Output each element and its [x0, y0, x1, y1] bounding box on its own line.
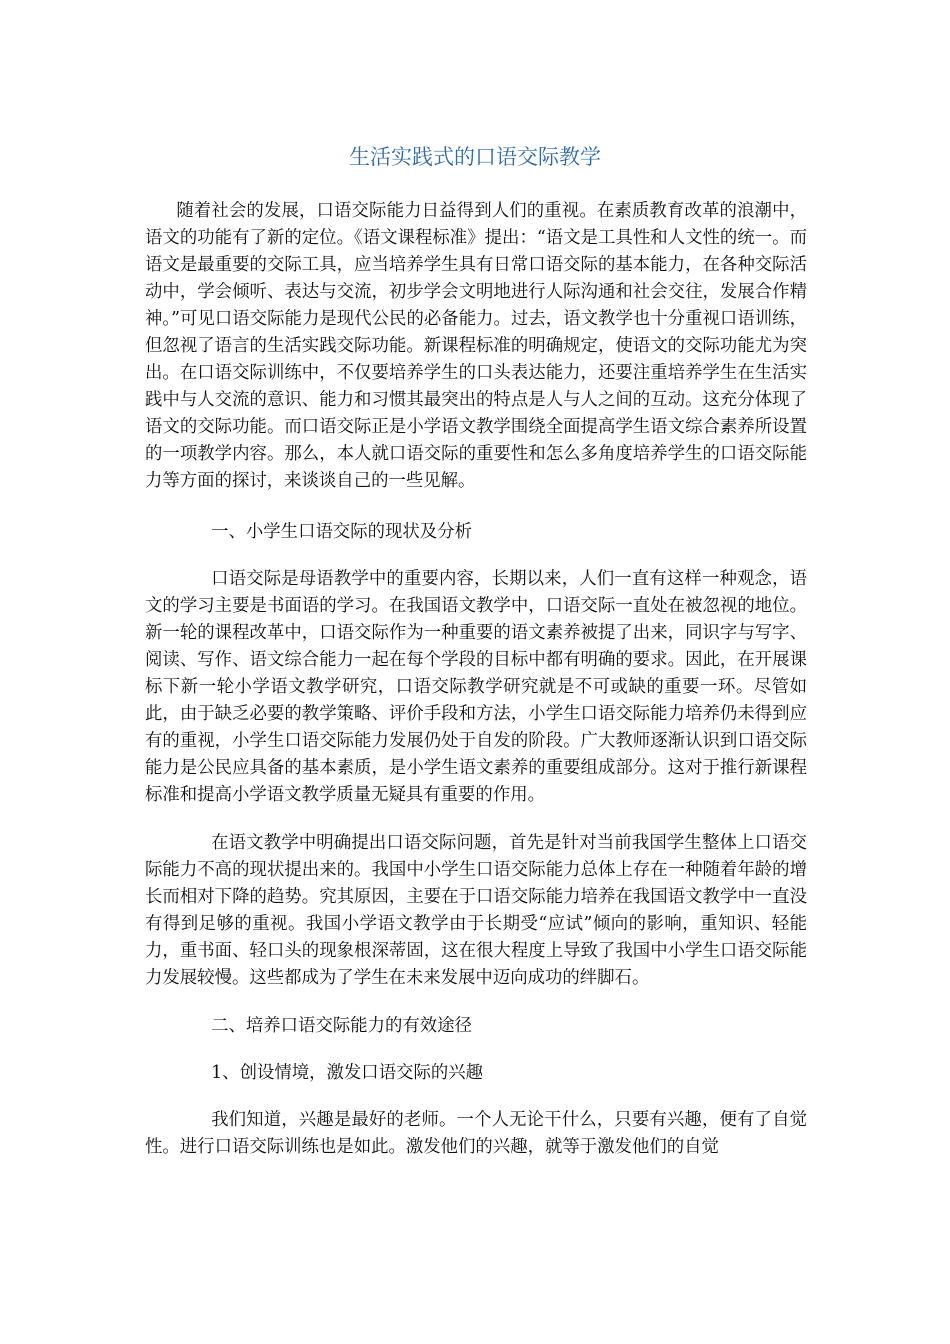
document-title: 生活实践式的口语交际教学: [349, 145, 601, 169]
paragraph-analysis: 在语文教学中明确提出口语交际问题，首先是针对当前我国学生整体上口语交际能力不高的现状提出来的。我国中小学生口语交际能力总体上存在一种随着年龄的增长而相对下降的趋势。究其原因，主要在于口语交际能力培养在我国语文教学中一直没有得到足够的重视。我国小学语文教学由于长期受“应试”倾向的影响，重知识、轻能力，重书面、轻口头的现象根深蒂固，这在很大程度上导致了我国中小学生口语交际能力发展较慢。这些都成为了学生在未来发展中迈向成功的绊脚石。: [145, 833, 807, 988]
paragraph-status: 口语交际是母语教学中的重要内容，长期以来，人们一直有这样一种观念，语文的学习主要是书面语的学习。在我国语文教学中，口语交际一直处在被忽视的地位。新一轮的课程改革中，口语交际作为一种重要的语文素养被提了出来，同识字与写字、阅读、写作、语文综合能力一起在每个学段的目标中都有明确的要求。因此，在开展课标下新一轮小学语文教学研究，口语交际教学研究就是不可或缺的重要一环。尽管如此，由于缺乏必要的教学策略、评价手段和方法，小学生口语交际能力培养仍未得到应有的重视，小学生口语交际能力发展仍处于自发的阶段。广大教师逐渐认识到口语交际能力是公民应具备的基本素质，是小学生语文素养的重要组成部分。这对于推行新课程标准和提高小学语文教学质量无疑具有重要的作用。: [145, 569, 807, 805]
paragraph-intro: 随着社会的发展，口语交际能力日益得到人们的重视。在素质教育改革的浪潮中，语文的功能有了新的定位。《语文课程标准》提出：“语文是工具性和人文性的统一。而语文是最重要的交际工具，应当培养学生具有日常口语交际的基本能力，在各种交际活动中，学会倾听、表达与交流，初步学会文明地进行人际沟通和社会交往，发展合作精神。”可见口语交际能力是现代公民的必备能力。过去，语文教学也十分重视口语训练，但忽视了语言的生活实践交际功能。新课程标准的明确规定，使语文的交际功能尤为突出。在口语交际训练中，不仅要培养学生的口头表达能力，还要注重培养学生在生活实践中与人交流的意识、能力和习惯其最突出的特点是人与人之间的互动。这充分体现了语文的交际功能。而口语交际正是小学语文教学围绕全面提高学生语文综合素养所设置的一项教学内容。那么，本人就口语交际的重要性和怎么多角度培养学生的口语交际能力等方面的探讨，来谈谈自己的一些见解。: [145, 201, 807, 491]
paragraph-interest: 我们知道，兴趣是最好的老师。一个人无论干什么，只要有兴趣，便有了自觉性。进行口语交际训练也是如此。激发他们的兴趣，就等于激发他们的自觉: [145, 1110, 807, 1157]
subsection-heading-1: 1、创设情境，激发口语交际的兴趣: [211, 1063, 484, 1083]
section-heading-1: 一、小学生口语交际的现状及分析: [211, 522, 472, 542]
document-body: [145, 198, 807, 1161]
section-heading-2: 二、培养口语交际能力的有效途径: [211, 1016, 472, 1036]
